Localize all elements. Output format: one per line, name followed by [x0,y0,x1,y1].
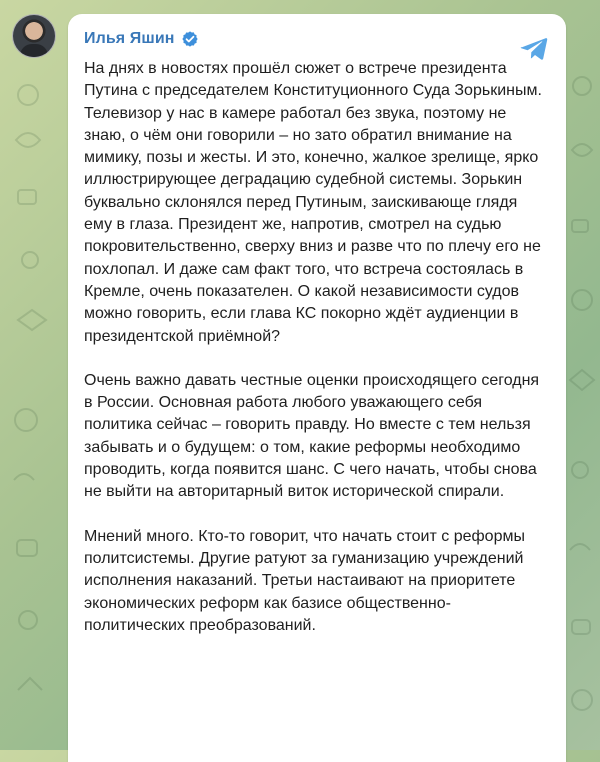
post-paragraph-2: Очень важно давать честные оценки происходящего сегодня в России. Основная работа любого уважающего себя политика сейчас – говорить правду. Но вместе с тем нельзя забывать и о будущем: о том, какие реформы необходимо проводить, когда появится шанс. С чего начать, чтобы снова не выйти на авторитарный виток исторической спирали. [84,371,540,501]
verified-badge-icon [181,30,199,48]
post-paragraph-1: На днях в новостях прошёл сюжет о встрече президента Путина с председателем Конституционного Суда Зорькиным. Телевизор у нас в камере работал без звука, поэтому не знаю, о чём они говорили – но зато обратил внимание на мимику, позы и жесты. И это, конечно, жалкое зрелище, ярко иллюстрирующее деградацию судебной системы. Зорькин буквально склонялся перед Путиным, заискивающе глядя ему в глаза. Президент же, напротив, смотрел на судью покровительственно, сверху вниз и разве что по плечу его не похлопал. И даже сам факт того, что встреча состоялась в Кремле, очень показателен. О какой независимости судов можно говорить, если глава КС покорно ждёт аудиенции в президентской приёмной? [84,60,542,345]
post-paragraph-3: Мнений много. Кто-то говорит, что начать стоит с реформы политсистемы. Другие ратуют за гуманизацию учреждений исполнения наказаний. Третьи настаивают на приоритете экономических реформ как базисе общественно-политических преобразований. [84,527,525,634]
post-bubble [68,14,566,762]
author-name[interactable]: Илья Яшин [84,30,175,47]
telegram-share-icon[interactable] [520,36,548,60]
post-text [84,58,548,659]
author-avatar[interactable] [12,14,56,58]
post-header [84,28,199,50]
